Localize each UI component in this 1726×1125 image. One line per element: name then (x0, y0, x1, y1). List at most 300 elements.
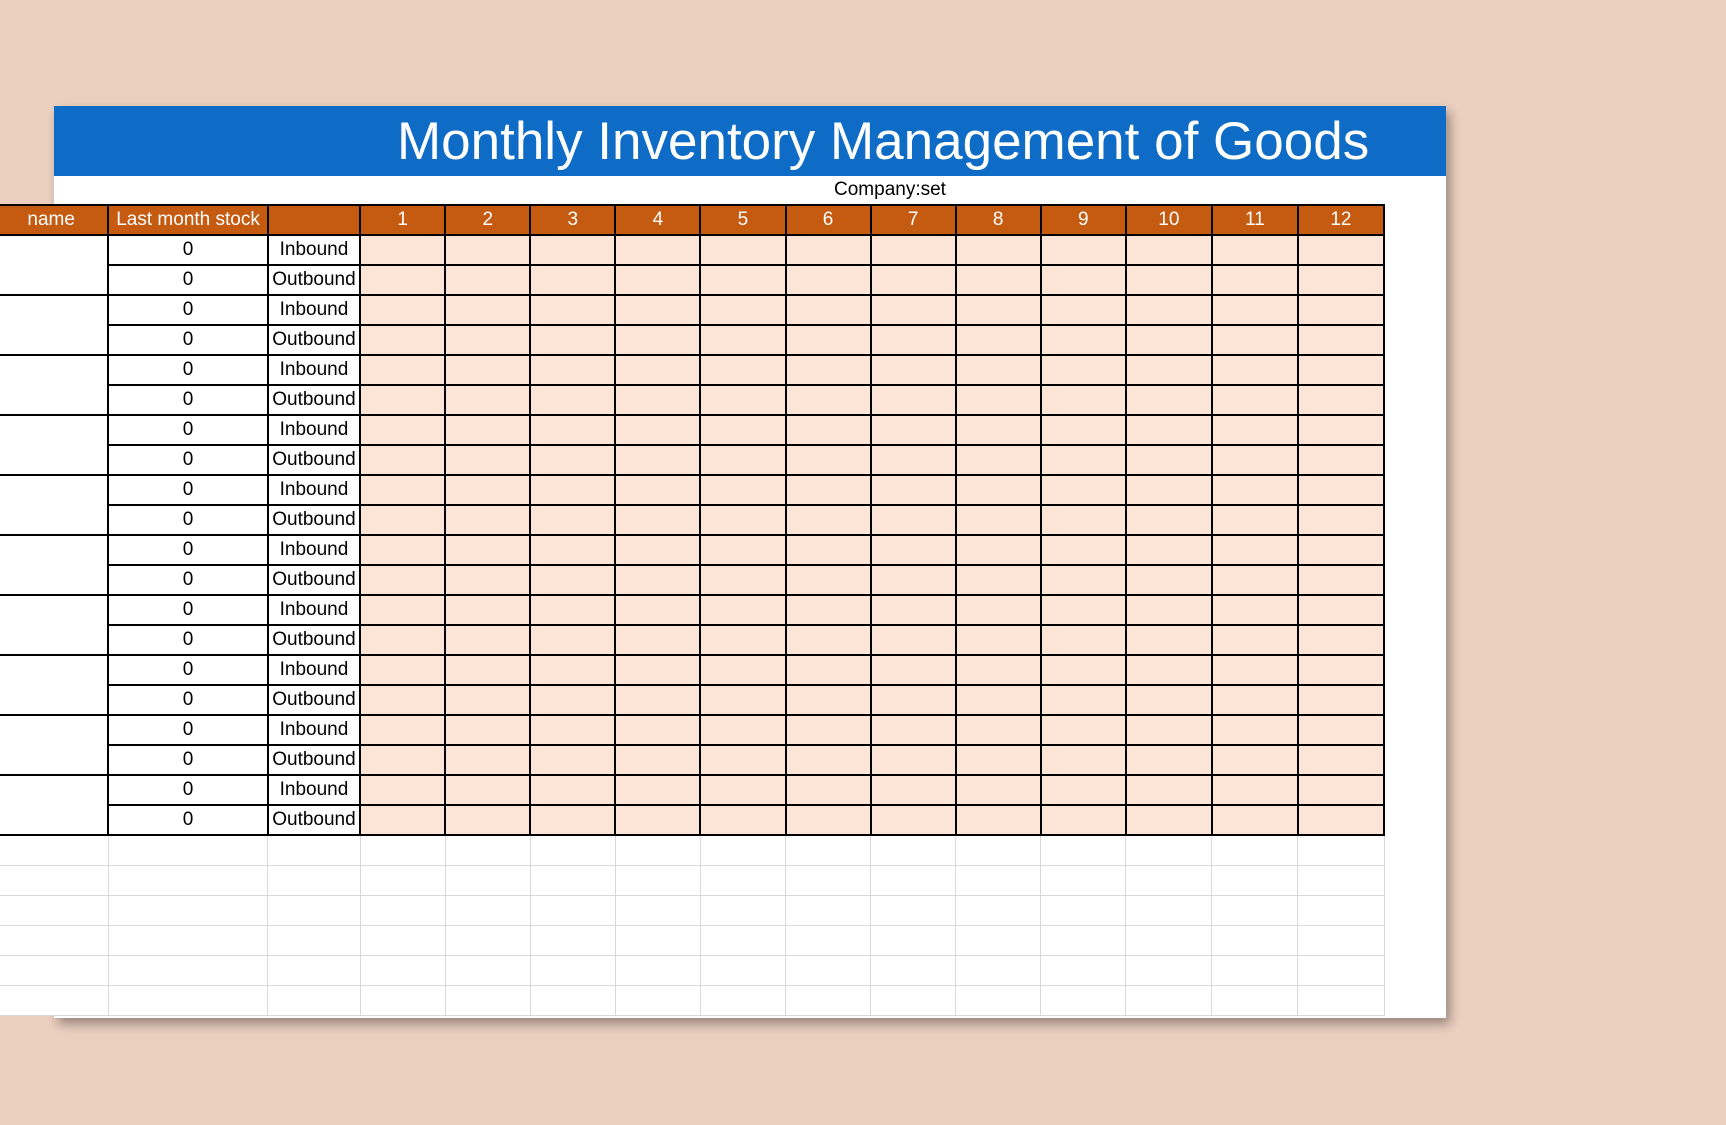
empty-cell[interactable] (0, 835, 108, 865)
last-month-stock-cell[interactable]: 0 (108, 295, 268, 325)
day-entry-cell[interactable] (360, 775, 445, 805)
day-entry-cell[interactable] (530, 295, 615, 325)
day-entry-cell[interactable] (615, 715, 700, 745)
day-entry-cell[interactable] (700, 625, 785, 655)
day-entry-cell[interactable] (1212, 685, 1298, 715)
empty-cell[interactable] (0, 895, 108, 925)
empty-cell[interactable] (1212, 985, 1298, 1015)
day-entry-cell[interactable] (1041, 715, 1126, 745)
empty-cell[interactable] (530, 925, 615, 955)
empty-cell[interactable] (360, 925, 445, 955)
empty-cell[interactable] (615, 985, 700, 1015)
day-entry-cell[interactable] (1041, 325, 1126, 355)
day-entry-cell[interactable] (1126, 415, 1212, 445)
day-entry-cell[interactable] (1298, 805, 1384, 835)
day-entry-cell[interactable] (956, 415, 1041, 445)
day-entry-cell[interactable] (1298, 325, 1384, 355)
empty-cell[interactable] (530, 865, 615, 895)
day-entry-cell[interactable] (871, 325, 956, 355)
day-entry-cell[interactable] (360, 745, 445, 775)
day-entry-cell[interactable] (1126, 685, 1212, 715)
day-entry-cell[interactable] (615, 595, 700, 625)
day-entry-cell[interactable] (1041, 445, 1126, 475)
day-entry-cell[interactable] (700, 325, 785, 355)
day-entry-cell[interactable] (530, 505, 615, 535)
day-entry-cell[interactable] (445, 775, 530, 805)
day-entry-cell[interactable] (1041, 265, 1126, 295)
day-entry-cell[interactable] (786, 715, 871, 745)
day-entry-cell[interactable] (530, 565, 615, 595)
inbound-label-cell[interactable]: Inbound (268, 655, 360, 685)
day-entry-cell[interactable] (1298, 385, 1384, 415)
day-entry-cell[interactable] (1041, 775, 1126, 805)
empty-cell[interactable] (268, 955, 360, 985)
inbound-label-cell[interactable]: Inbound (268, 775, 360, 805)
day-entry-cell[interactable] (615, 355, 700, 385)
day-entry-cell[interactable] (786, 325, 871, 355)
day-entry-cell[interactable] (445, 295, 530, 325)
day-entry-cell[interactable] (786, 295, 871, 325)
last-month-stock-cell[interactable]: 0 (108, 325, 268, 355)
day-entry-cell[interactable] (360, 415, 445, 445)
day-entry-cell[interactable] (700, 775, 785, 805)
day-entry-cell[interactable] (1298, 265, 1384, 295)
day-entry-cell[interactable] (786, 805, 871, 835)
empty-cell[interactable] (268, 865, 360, 895)
header-name[interactable]: name (0, 205, 108, 235)
day-entry-cell[interactable] (1041, 505, 1126, 535)
outbound-label-cell[interactable]: Outbound (268, 745, 360, 775)
empty-cell[interactable] (0, 925, 108, 955)
day-entry-cell[interactable] (956, 385, 1041, 415)
header-day-7[interactable]: 7 (871, 205, 956, 235)
day-entry-cell[interactable] (1126, 445, 1212, 475)
day-entry-cell[interactable] (615, 265, 700, 295)
outbound-label-cell[interactable]: Outbound (268, 685, 360, 715)
day-entry-cell[interactable] (871, 775, 956, 805)
empty-cell[interactable] (615, 835, 700, 865)
header-day-6[interactable]: 6 (786, 205, 871, 235)
day-entry-cell[interactable] (786, 415, 871, 445)
empty-cell[interactable] (615, 955, 700, 985)
empty-cell[interactable] (360, 835, 445, 865)
day-entry-cell[interactable] (1126, 775, 1212, 805)
empty-cell[interactable] (1212, 835, 1298, 865)
day-entry-cell[interactable] (1212, 295, 1298, 325)
day-entry-cell[interactable] (615, 775, 700, 805)
day-entry-cell[interactable] (1298, 625, 1384, 655)
product-name-cell[interactable] (0, 655, 108, 715)
product-name-cell[interactable] (0, 775, 108, 835)
day-entry-cell[interactable] (871, 805, 956, 835)
empty-cell[interactable] (360, 985, 445, 1015)
day-entry-cell[interactable] (1212, 715, 1298, 745)
empty-cell[interactable] (956, 835, 1041, 865)
empty-cell[interactable] (871, 835, 956, 865)
day-entry-cell[interactable] (360, 265, 445, 295)
day-entry-cell[interactable] (1298, 235, 1384, 265)
day-entry-cell[interactable] (1298, 535, 1384, 565)
empty-cell[interactable] (1126, 835, 1212, 865)
day-entry-cell[interactable] (1212, 655, 1298, 685)
header-day-3[interactable]: 3 (530, 205, 615, 235)
outbound-label-cell[interactable]: Outbound (268, 445, 360, 475)
day-entry-cell[interactable] (700, 355, 785, 385)
day-entry-cell[interactable] (1212, 445, 1298, 475)
day-entry-cell[interactable] (1212, 775, 1298, 805)
last-month-stock-cell[interactable]: 0 (108, 475, 268, 505)
empty-cell[interactable] (871, 955, 956, 985)
day-entry-cell[interactable] (1041, 235, 1126, 265)
day-entry-cell[interactable] (615, 415, 700, 445)
empty-cell[interactable] (956, 865, 1041, 895)
empty-cell[interactable] (1041, 895, 1126, 925)
day-entry-cell[interactable] (1126, 265, 1212, 295)
day-entry-cell[interactable] (1126, 655, 1212, 685)
header-day-5[interactable]: 5 (700, 205, 785, 235)
day-entry-cell[interactable] (445, 325, 530, 355)
header-day-1[interactable]: 1 (360, 205, 445, 235)
day-entry-cell[interactable] (1298, 355, 1384, 385)
day-entry-cell[interactable] (956, 355, 1041, 385)
day-entry-cell[interactable] (1126, 535, 1212, 565)
empty-cell[interactable] (1212, 895, 1298, 925)
day-entry-cell[interactable] (871, 415, 956, 445)
day-entry-cell[interactable] (871, 295, 956, 325)
day-entry-cell[interactable] (360, 235, 445, 265)
empty-cell[interactable] (530, 895, 615, 925)
day-entry-cell[interactable] (615, 445, 700, 475)
day-entry-cell[interactable] (445, 535, 530, 565)
day-entry-cell[interactable] (530, 715, 615, 745)
day-entry-cell[interactable] (1041, 625, 1126, 655)
empty-cell[interactable] (871, 865, 956, 895)
empty-cell[interactable] (956, 985, 1041, 1015)
day-entry-cell[interactable] (360, 805, 445, 835)
day-entry-cell[interactable] (1126, 355, 1212, 385)
day-entry-cell[interactable] (1298, 475, 1384, 505)
day-entry-cell[interactable] (956, 655, 1041, 685)
day-entry-cell[interactable] (1126, 565, 1212, 595)
day-entry-cell[interactable] (1298, 295, 1384, 325)
day-entry-cell[interactable] (1298, 505, 1384, 535)
inbound-label-cell[interactable]: Inbound (268, 355, 360, 385)
day-entry-cell[interactable] (530, 385, 615, 415)
day-entry-cell[interactable] (445, 655, 530, 685)
day-entry-cell[interactable] (1126, 475, 1212, 505)
empty-cell[interactable] (360, 895, 445, 925)
day-entry-cell[interactable] (786, 445, 871, 475)
day-entry-cell[interactable] (1298, 775, 1384, 805)
day-entry-cell[interactable] (360, 355, 445, 385)
last-month-stock-cell[interactable]: 0 (108, 775, 268, 805)
last-month-stock-cell[interactable]: 0 (108, 655, 268, 685)
empty-cell[interactable] (530, 985, 615, 1015)
empty-cell[interactable] (700, 895, 785, 925)
day-entry-cell[interactable] (871, 745, 956, 775)
day-entry-cell[interactable] (615, 745, 700, 775)
day-entry-cell[interactable] (1212, 505, 1298, 535)
outbound-label-cell[interactable]: Outbound (268, 565, 360, 595)
last-month-stock-cell[interactable]: 0 (108, 235, 268, 265)
day-entry-cell[interactable] (786, 595, 871, 625)
day-entry-cell[interactable] (956, 505, 1041, 535)
day-entry-cell[interactable] (445, 475, 530, 505)
day-entry-cell[interactable] (1041, 355, 1126, 385)
last-month-stock-cell[interactable]: 0 (108, 505, 268, 535)
day-entry-cell[interactable] (871, 445, 956, 475)
empty-cell[interactable] (700, 835, 785, 865)
day-entry-cell[interactable] (615, 565, 700, 595)
day-entry-cell[interactable] (360, 445, 445, 475)
empty-cell[interactable] (615, 865, 700, 895)
day-entry-cell[interactable] (1041, 565, 1126, 595)
product-name-cell[interactable] (0, 715, 108, 775)
day-entry-cell[interactable] (1212, 355, 1298, 385)
day-entry-cell[interactable] (700, 415, 785, 445)
outbound-label-cell[interactable]: Outbound (268, 325, 360, 355)
empty-cell[interactable] (700, 925, 785, 955)
day-entry-cell[interactable] (700, 235, 785, 265)
empty-cell[interactable] (786, 925, 871, 955)
product-name-cell[interactable] (0, 355, 108, 415)
empty-cell[interactable] (0, 865, 108, 895)
day-entry-cell[interactable] (1298, 445, 1384, 475)
day-entry-cell[interactable] (700, 295, 785, 325)
product-name-cell[interactable] (0, 415, 108, 475)
product-name-cell[interactable] (0, 295, 108, 355)
empty-cell[interactable] (445, 925, 530, 955)
day-entry-cell[interactable] (445, 595, 530, 625)
day-entry-cell[interactable] (871, 235, 956, 265)
day-entry-cell[interactable] (956, 805, 1041, 835)
day-entry-cell[interactable] (1041, 385, 1126, 415)
day-entry-cell[interactable] (956, 715, 1041, 745)
day-entry-cell[interactable] (360, 565, 445, 595)
empty-cell[interactable] (1298, 895, 1384, 925)
day-entry-cell[interactable] (615, 655, 700, 685)
day-entry-cell[interactable] (615, 505, 700, 535)
day-entry-cell[interactable] (615, 535, 700, 565)
day-entry-cell[interactable] (700, 535, 785, 565)
day-entry-cell[interactable] (530, 265, 615, 295)
empty-cell[interactable] (108, 895, 268, 925)
day-entry-cell[interactable] (871, 535, 956, 565)
inbound-label-cell[interactable]: Inbound (268, 235, 360, 265)
empty-cell[interactable] (1126, 925, 1212, 955)
day-entry-cell[interactable] (786, 625, 871, 655)
empty-cell[interactable] (786, 985, 871, 1015)
empty-cell[interactable] (700, 955, 785, 985)
day-entry-cell[interactable] (615, 385, 700, 415)
header-day-12[interactable]: 12 (1298, 205, 1384, 235)
day-entry-cell[interactable] (871, 565, 956, 595)
last-month-stock-cell[interactable]: 0 (108, 265, 268, 295)
empty-cell[interactable] (615, 925, 700, 955)
empty-cell[interactable] (445, 985, 530, 1015)
empty-cell[interactable] (1041, 925, 1126, 955)
day-entry-cell[interactable] (1041, 595, 1126, 625)
outbound-label-cell[interactable]: Outbound (268, 805, 360, 835)
inbound-label-cell[interactable]: Inbound (268, 535, 360, 565)
day-entry-cell[interactable] (445, 625, 530, 655)
empty-cell[interactable] (700, 985, 785, 1015)
header-day-2[interactable]: 2 (445, 205, 530, 235)
empty-cell[interactable] (786, 895, 871, 925)
last-month-stock-cell[interactable]: 0 (108, 565, 268, 595)
day-entry-cell[interactable] (1126, 595, 1212, 625)
day-entry-cell[interactable] (445, 445, 530, 475)
day-entry-cell[interactable] (445, 415, 530, 445)
empty-cell[interactable] (445, 955, 530, 985)
last-month-stock-cell[interactable]: 0 (108, 415, 268, 445)
day-entry-cell[interactable] (1126, 295, 1212, 325)
day-entry-cell[interactable] (530, 805, 615, 835)
day-entry-cell[interactable] (615, 325, 700, 355)
day-entry-cell[interactable] (1212, 625, 1298, 655)
last-month-stock-cell[interactable]: 0 (108, 715, 268, 745)
day-entry-cell[interactable] (871, 625, 956, 655)
day-entry-cell[interactable] (956, 595, 1041, 625)
day-entry-cell[interactable] (871, 265, 956, 295)
day-entry-cell[interactable] (530, 325, 615, 355)
day-entry-cell[interactable] (1212, 265, 1298, 295)
day-entry-cell[interactable] (445, 715, 530, 745)
day-entry-cell[interactable] (1126, 805, 1212, 835)
day-entry-cell[interactable] (615, 685, 700, 715)
day-entry-cell[interactable] (956, 745, 1041, 775)
product-name-cell[interactable] (0, 535, 108, 595)
day-entry-cell[interactable] (786, 475, 871, 505)
empty-cell[interactable] (1212, 925, 1298, 955)
day-entry-cell[interactable] (360, 655, 445, 685)
day-entry-cell[interactable] (786, 535, 871, 565)
last-month-stock-cell[interactable]: 0 (108, 445, 268, 475)
day-entry-cell[interactable] (1126, 385, 1212, 415)
empty-cell[interactable] (956, 925, 1041, 955)
day-entry-cell[interactable] (615, 805, 700, 835)
empty-cell[interactable] (1041, 955, 1126, 985)
last-month-stock-cell[interactable]: 0 (108, 745, 268, 775)
day-entry-cell[interactable] (871, 355, 956, 385)
empty-cell[interactable] (108, 955, 268, 985)
day-entry-cell[interactable] (1041, 535, 1126, 565)
empty-cell[interactable] (445, 895, 530, 925)
day-entry-cell[interactable] (360, 385, 445, 415)
day-entry-cell[interactable] (1298, 655, 1384, 685)
day-entry-cell[interactable] (360, 685, 445, 715)
day-entry-cell[interactable] (786, 505, 871, 535)
day-entry-cell[interactable] (1041, 295, 1126, 325)
day-entry-cell[interactable] (445, 505, 530, 535)
day-entry-cell[interactable] (786, 745, 871, 775)
empty-cell[interactable] (1298, 985, 1384, 1015)
inbound-label-cell[interactable]: Inbound (268, 595, 360, 625)
empty-cell[interactable] (1041, 985, 1126, 1015)
day-entry-cell[interactable] (445, 805, 530, 835)
day-entry-cell[interactable] (786, 775, 871, 805)
empty-cell[interactable] (360, 865, 445, 895)
empty-cell[interactable] (268, 835, 360, 865)
last-month-stock-cell[interactable]: 0 (108, 535, 268, 565)
day-entry-cell[interactable] (786, 655, 871, 685)
day-entry-cell[interactable] (871, 385, 956, 415)
empty-cell[interactable] (108, 835, 268, 865)
outbound-label-cell[interactable]: Outbound (268, 265, 360, 295)
day-entry-cell[interactable] (1126, 715, 1212, 745)
day-entry-cell[interactable] (956, 775, 1041, 805)
inbound-label-cell[interactable]: Inbound (268, 295, 360, 325)
day-entry-cell[interactable] (700, 505, 785, 535)
day-entry-cell[interactable] (530, 355, 615, 385)
day-entry-cell[interactable] (445, 565, 530, 595)
empty-cell[interactable] (0, 955, 108, 985)
empty-cell[interactable] (786, 955, 871, 985)
day-entry-cell[interactable] (445, 355, 530, 385)
day-entry-cell[interactable] (786, 685, 871, 715)
day-entry-cell[interactable] (530, 655, 615, 685)
header-day-11[interactable]: 11 (1212, 205, 1298, 235)
day-entry-cell[interactable] (1041, 415, 1126, 445)
empty-cell[interactable] (1212, 955, 1298, 985)
empty-cell[interactable] (1126, 865, 1212, 895)
day-entry-cell[interactable] (1041, 655, 1126, 685)
day-entry-cell[interactable] (360, 715, 445, 745)
day-entry-cell[interactable] (1298, 415, 1384, 445)
empty-cell[interactable] (1126, 955, 1212, 985)
empty-cell[interactable] (360, 955, 445, 985)
day-entry-cell[interactable] (956, 685, 1041, 715)
day-entry-cell[interactable] (871, 715, 956, 745)
day-entry-cell[interactable] (1126, 625, 1212, 655)
day-entry-cell[interactable] (700, 565, 785, 595)
day-entry-cell[interactable] (956, 445, 1041, 475)
day-entry-cell[interactable] (1298, 595, 1384, 625)
empty-cell[interactable] (530, 835, 615, 865)
day-entry-cell[interactable] (956, 535, 1041, 565)
inbound-label-cell[interactable]: Inbound (268, 715, 360, 745)
day-entry-cell[interactable] (1212, 595, 1298, 625)
day-entry-cell[interactable] (956, 325, 1041, 355)
empty-cell[interactable] (268, 925, 360, 955)
header-day-9[interactable]: 9 (1041, 205, 1126, 235)
empty-cell[interactable] (786, 865, 871, 895)
day-entry-cell[interactable] (956, 625, 1041, 655)
empty-cell[interactable] (871, 895, 956, 925)
day-entry-cell[interactable] (956, 295, 1041, 325)
day-entry-cell[interactable] (615, 475, 700, 505)
day-entry-cell[interactable] (360, 595, 445, 625)
empty-cell[interactable] (1126, 895, 1212, 925)
day-entry-cell[interactable] (360, 475, 445, 505)
day-entry-cell[interactable] (871, 685, 956, 715)
day-entry-cell[interactable] (530, 415, 615, 445)
header-type[interactable] (268, 205, 360, 235)
day-entry-cell[interactable] (1041, 475, 1126, 505)
product-name-cell[interactable] (0, 595, 108, 655)
outbound-label-cell[interactable]: Outbound (268, 625, 360, 655)
product-name-cell[interactable] (0, 235, 108, 295)
day-entry-cell[interactable] (871, 505, 956, 535)
day-entry-cell[interactable] (1212, 325, 1298, 355)
header-day-8[interactable]: 8 (956, 205, 1041, 235)
last-month-stock-cell[interactable]: 0 (108, 805, 268, 835)
day-entry-cell[interactable] (956, 475, 1041, 505)
day-entry-cell[interactable] (700, 715, 785, 745)
empty-cell[interactable] (871, 925, 956, 955)
day-entry-cell[interactable] (786, 235, 871, 265)
empty-cell[interactable] (1126, 985, 1212, 1015)
